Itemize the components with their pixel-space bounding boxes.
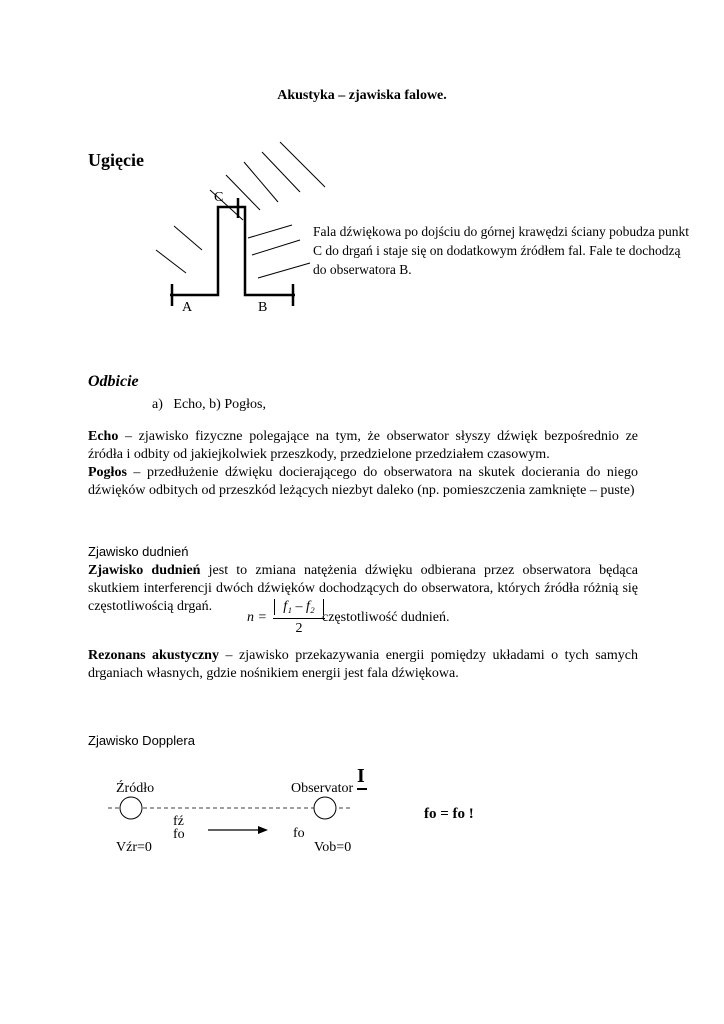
observer-velocity: Vob=0 — [314, 840, 352, 855]
section-heading-diffraction: Ugięcie — [88, 150, 144, 170]
reflection-list-item — [152, 397, 266, 413]
beats-formula — [247, 598, 497, 640]
section-heading-beats: Zjawisko dudnień — [88, 544, 189, 559]
wave-line — [174, 226, 202, 250]
wave-line — [262, 152, 300, 192]
source-frequency — [173, 815, 185, 841]
resonance-definition: – zjawisko przekazywania energii pomiędzy układami o tych samych drganiach własnych, gdzie nośnikiem energii jest fala dźwiękowa. — [88, 648, 638, 681]
echo-term: Echo — [88, 429, 119, 444]
label-b: B — [258, 300, 268, 315]
diffracted-wave-line — [258, 263, 310, 278]
formula-description: częstotliwość dudnień. — [322, 610, 450, 625]
section-heading-reflection: Odbicie — [88, 373, 139, 390]
diffracted-wave-line — [248, 225, 292, 238]
wall-outline — [170, 207, 295, 295]
label-c: C — [214, 190, 224, 205]
source-circle — [120, 797, 142, 819]
wave-line — [244, 162, 278, 202]
resonance-term: Rezonans akustyczny — [88, 648, 219, 663]
formula-lhs: n = — [247, 610, 267, 625]
doppler-result: fo = fo ! — [424, 806, 474, 822]
poglos-term: Pogłos — [88, 465, 127, 480]
freq-source-top: fź — [173, 814, 184, 829]
beats-term: Zjawisko dudnień — [88, 563, 201, 578]
case-numeral: I — [357, 765, 365, 787]
diffracted-wave-line — [252, 240, 300, 255]
wave-line — [156, 250, 186, 273]
formula-numerator: f₁ – f₂ — [274, 599, 324, 615]
echo-paragraph — [88, 428, 638, 500]
label-a: A — [182, 300, 193, 315]
list-marker: a) — [152, 397, 163, 412]
freq-source-bottom: fo — [173, 827, 185, 842]
observer-frequency: fo — [293, 826, 305, 841]
echo-definition: – zjawisko fizyczne polegające na tym, że obserwator słyszy dźwięk bezpośrednio ze źródła i odbity od jakiejkolwiek przeszkody, przedzielone przedziałem czasowym. — [88, 429, 638, 462]
diffraction-description: Fala dźwiękowa po dojściu do górnej krawędzi ściany pobudza punkt C do drgań i staje się on dodatkowym źródłem fal. Fale te dochodzą do obserwatora B. — [313, 224, 690, 277]
list-text: Echo, b) Pogłos, — [173, 397, 266, 412]
fraction-bar — [273, 618, 325, 619]
source-label: Źródło — [116, 781, 155, 796]
wave-line — [226, 175, 260, 210]
wave-line — [280, 142, 325, 187]
page-title: Akustyka – zjawiska falowe. — [277, 88, 447, 103]
section-heading-doppler: Zjawisko Dopplera — [88, 733, 195, 748]
resonance-paragraph — [88, 647, 638, 683]
source-velocity: Vźr=0 — [116, 840, 152, 855]
formula-denominator: 2 — [295, 621, 303, 636]
observer-circle — [314, 797, 336, 819]
observer-label: Observator — [291, 781, 354, 796]
beats-definition: jest to zmiana natężenia dźwięku odbierana przez obserwatora będąca skutkiem interferencji dwóch dźwięków dochodzących do obserwatora, których źródła różnią się częstotliwością drgań. — [88, 563, 638, 614]
wave-arrow-head — [258, 826, 268, 834]
poglos-definition: – przedłużenie dźwięku docierającego do obserwatora na skutek docierania do niego dźwięków odbitych od przeszkód leżących niezbyt daleko (np. pomieszczenia zamknięte – puste) — [88, 465, 638, 498]
